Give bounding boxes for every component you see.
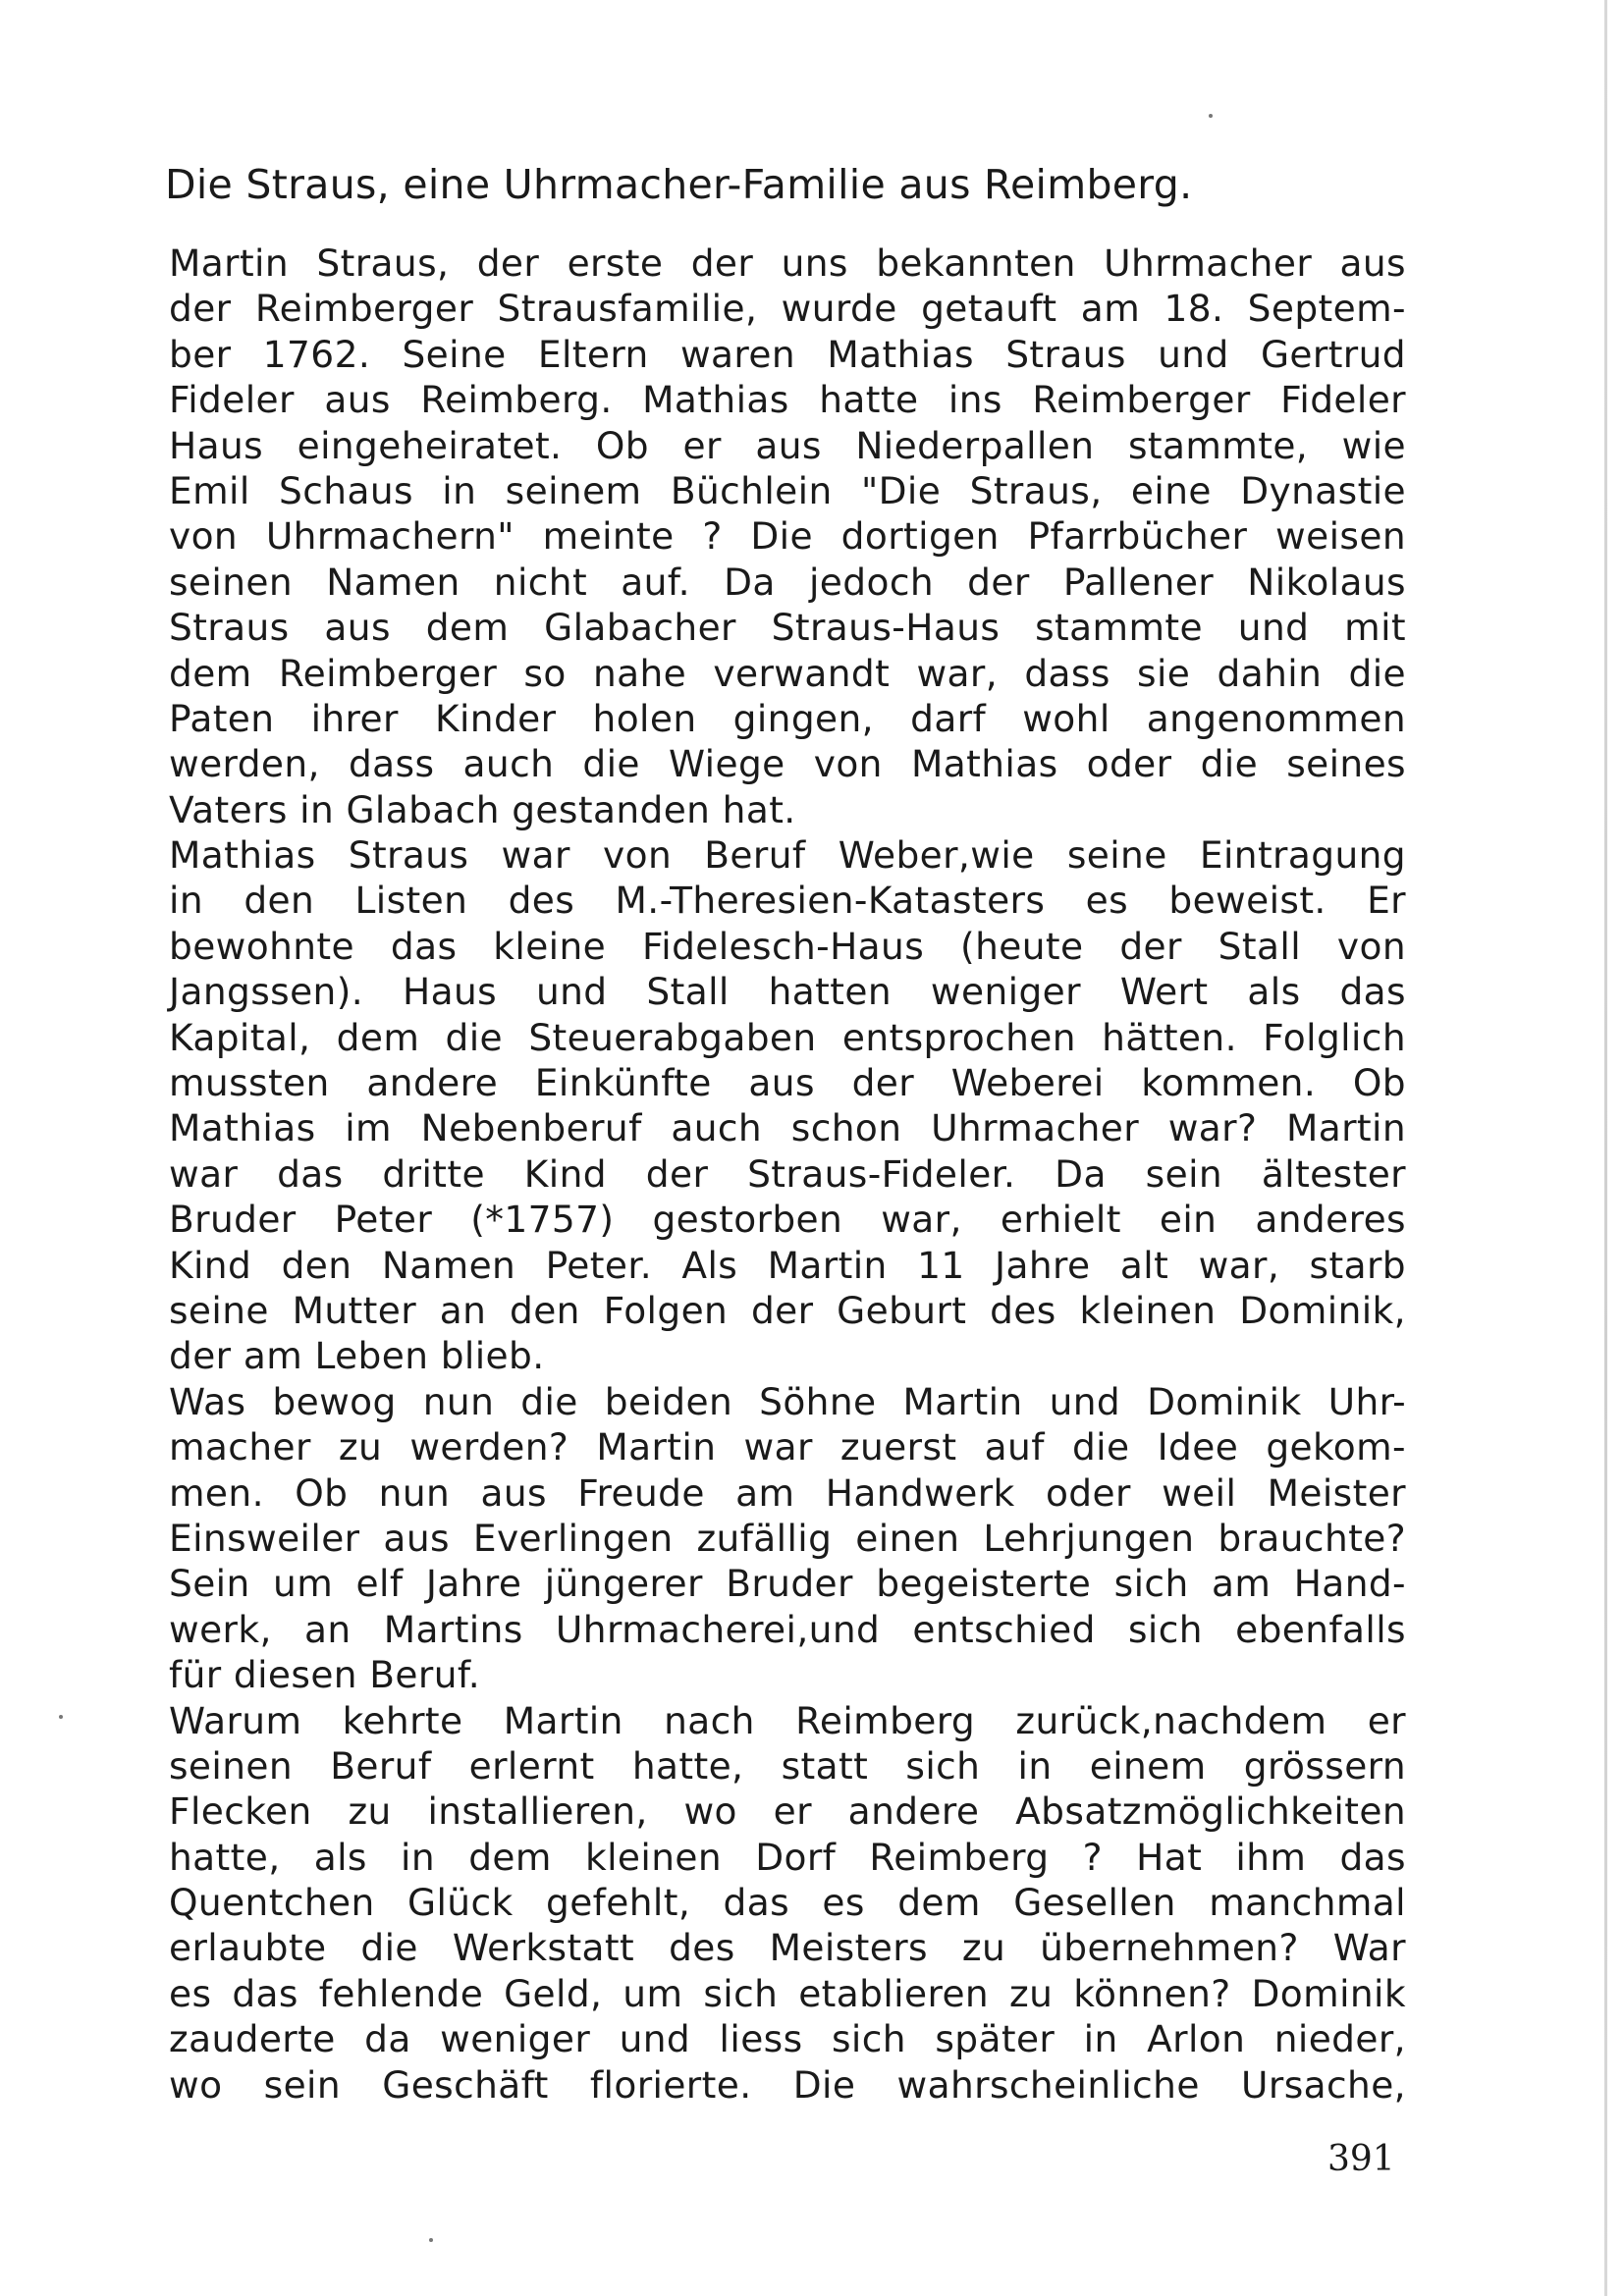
scan-speck xyxy=(1209,114,1213,118)
text-line: bewohnte das kleine Fidelesch-Haus (heute der Stall von xyxy=(169,924,1406,968)
text-line: Mathias Straus war von Beruf Weber,wie seine Eintragung xyxy=(169,833,1406,878)
text-line: Straus aus dem Glabacher Straus-Haus stammte und mit xyxy=(169,606,1406,650)
text-line: Martin Straus, der erste der uns bekannten Uhrmacher aus xyxy=(169,241,1406,285)
text-line: Kapital, dem die Steuerabgaben entsprochen hätten. Folglich xyxy=(169,1015,1406,1059)
text-line: von Uhrmachern" meinte ? Die dortigen Pfarrbücher weisen xyxy=(169,514,1406,559)
text-line: Bruder Peter (*1757) gestorben war, erhielt ein anderes xyxy=(169,1198,1406,1242)
scan-edge-line xyxy=(1604,0,1607,2296)
text-line: Was bewog nun die beiden Söhne Martin und Dominik Uhr- xyxy=(169,1379,1406,1423)
text-line: Quentchen Glück gefehlt, das es dem Gesellen manchmal xyxy=(169,1881,1406,1925)
text-line: es das fehlende Geld, um sich etablieren zu können? Dominik xyxy=(169,1971,1406,2015)
text-line: werden, dass auch die Wiege von Mathias oder die seines xyxy=(169,742,1406,786)
page-number: 391 xyxy=(1327,2139,1395,2179)
text-line: der Reimberger Strausfamilie, wurde getauft am 18. Septem- xyxy=(169,287,1406,331)
text-line: wo sein Geschäft florierte. Die wahrscheinliche Ursache, xyxy=(169,2062,1406,2107)
chapter-heading: Die Straus, eine Uhrmacher-Familie aus Reimberg. xyxy=(165,161,1193,208)
text-line: men. Ob nun aus Freude am Handwerk oder weil Meister xyxy=(169,1470,1406,1515)
text-line: macher zu werden? Martin war zuerst auf die Idee gekom- xyxy=(169,1425,1406,1469)
text-line: Jangssen). Haus und Stall hatten weniger Wert als das xyxy=(169,970,1406,1014)
text-line: hatte, als in dem kleinen Dorf Reimberg ? Hat ihm das xyxy=(169,1835,1406,1879)
text-line: erlaubte die Werkstatt des Meisters zu übernehmen? War xyxy=(169,1926,1406,1970)
text-line: war das dritte Kind der Straus-Fideler. Da sein ältester xyxy=(169,1151,1406,1196)
text-line: in den Listen des M.-Theresien-Katasters es beweist. Er xyxy=(169,879,1406,923)
text-line: Emil Schaus in seinem Büchlein "Die Straus, eine Dynastie xyxy=(169,468,1406,512)
text-line: Einsweiler aus Everlingen zufällig einen Lehrjungen brauchte? xyxy=(169,1516,1406,1560)
text-line: mussten andere Einkünfte aus der Weberei kommen. Ob xyxy=(169,1061,1406,1105)
text-line: Haus eingeheiratet. Ob er aus Niederpallen stammte, wie xyxy=(169,423,1406,467)
body-text xyxy=(169,240,1406,2108)
text-line: Paten ihrer Kinder holen gingen, darf wohl angenommen xyxy=(169,696,1406,740)
text-line: Vaters in Glabach gestanden hat. xyxy=(169,787,796,831)
text-line: Flecken zu installieren, wo er andere Absatzmöglichkeiten xyxy=(169,1789,1406,1834)
scan-speck xyxy=(429,2238,433,2242)
text-line: Mathias im Nebenberuf auch schon Uhrmacher war? Martin xyxy=(169,1106,1406,1150)
text-line: Sein um elf Jahre jüngerer Bruder begeisterte sich am Hand- xyxy=(169,1562,1406,1606)
text-line: für diesen Beruf. xyxy=(169,1653,481,1697)
text-line: zauderte da weniger und liess sich später in Arlon nieder, xyxy=(169,2017,1406,2061)
text-line: seine Mutter an den Folgen der Geburt des kleinen Dominik, xyxy=(169,1288,1406,1332)
text-line: seinen Namen nicht auf. Da jedoch der Pallener Nikolaus xyxy=(169,560,1406,604)
text-line: ber 1762. Seine Eltern waren Mathias Straus und Gertrud xyxy=(169,332,1406,376)
text-line: der am Leben blieb. xyxy=(169,1334,545,1378)
text-line: Fideler aus Reimberg. Mathias hatte ins Reimberger Fideler xyxy=(169,378,1406,422)
text-line: Kind den Namen Peter. Als Martin 11 Jahre alt war, starb xyxy=(169,1243,1406,1287)
text-line: Warum kehrte Martin nach Reimberg zurück,nachdem er xyxy=(169,1698,1406,1742)
scan-speck xyxy=(59,1715,63,1719)
text-line: seinen Beruf erlernt hatte, statt sich in einem grössern xyxy=(169,1743,1406,1788)
text-line: werk, an Martins Uhrmacherei,und entschied sich ebenfalls xyxy=(169,1607,1406,1651)
text-line: dem Reimberger so nahe verwandt war, dass sie dahin die xyxy=(169,651,1406,695)
